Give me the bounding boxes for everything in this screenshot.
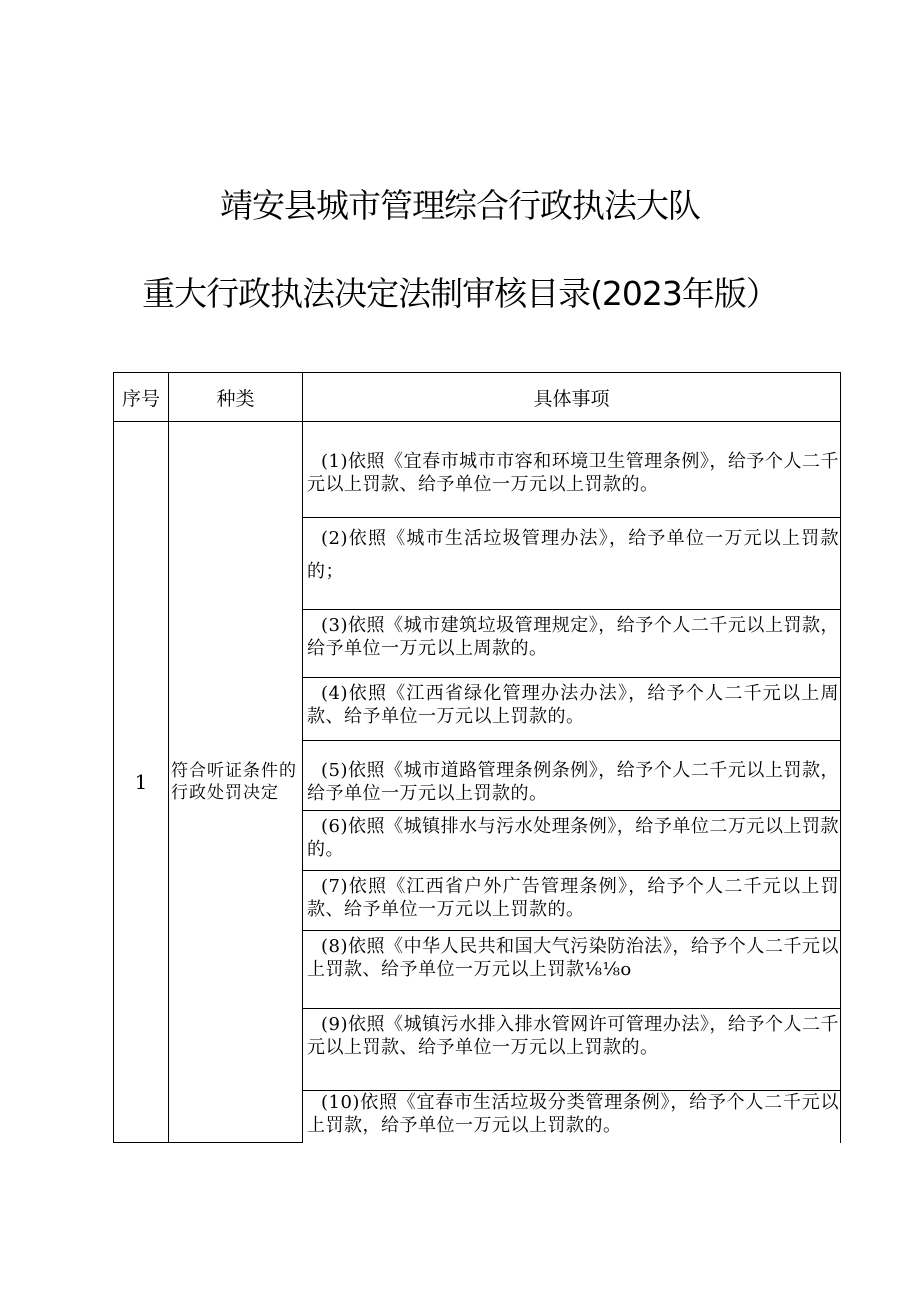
item-cell [303,871,841,931]
item-text: (8)依照《中华人民共和国大气污染防治法》，给予个人二千元以上罚款、给予单位一万元以上罚款⅛⅛o [307,936,839,980]
row-kind: 符合听证条件的行政处罚决定 [169,422,303,1143]
item-text: (7)依照《江西省户外广告管理条例》，给予个人二千元以上罚款、给予单位一万元以上罚款的。 [307,876,839,920]
item-cell [303,931,841,1009]
item-text: (6)依照《城镇排水与污水处理条例》，给予单位二万元以上罚款的。 [307,816,839,860]
item-text: (3)依照《城市建筑垃圾管理规定》，给予个人二千元以上罚款，给予单位一万元以上周款的。 [307,615,839,659]
item-text: (5)依照《城市道路管理条例条例》，给予个人二千元以上罚款，给予单位一万元以上罚款的。 [307,760,839,804]
document-title-line2: 重大行政执法决定法制审核目录(2023年版） [142,274,778,313]
header-seq: 序号 [114,373,169,422]
item-text: (9)依照《城镇污水排入排水管网许可管理办法》，给予个人二千元以上罚款、给予单位一万元以上罚款的。 [307,1014,839,1058]
item-text: (2)依照《城市生活垃圾管理办法》，给予单位一万元以上罚款的； [307,528,839,582]
header-details: 具体事项 [303,373,841,422]
item-cell [303,422,841,518]
item-cell [303,811,841,871]
item-cell [303,610,841,678]
document-title-line1: 靖安县城市管理综合行政执法大队 [220,186,700,225]
item-cell [303,678,841,741]
item-cell [303,1009,841,1091]
review-catalog-table [113,372,841,1143]
header-kind: 种类 [169,373,303,422]
row-seq: 1 [114,422,169,1143]
item-text: (10)依照《宜春市生活垃圾分类管理条例》，给予个人二千元以上罚款，给予单位一万元以上罚款的。 [307,1092,839,1136]
table-header-row [114,373,841,422]
item-cell [303,518,841,610]
item-cell [303,741,841,811]
item-text: (1)依照《宜春市城市市容和环境卫生管理条例》，给予个人二千元以上罚款、给予单位一万元以上罚款的。 [307,451,839,495]
table-row [114,422,841,518]
item-cell [303,1091,841,1143]
item-text: (4)依照《江西省绿化管理办法办法》，给予个人二千元以上周款、给予单位一万元以上罚款的。 [307,683,839,727]
